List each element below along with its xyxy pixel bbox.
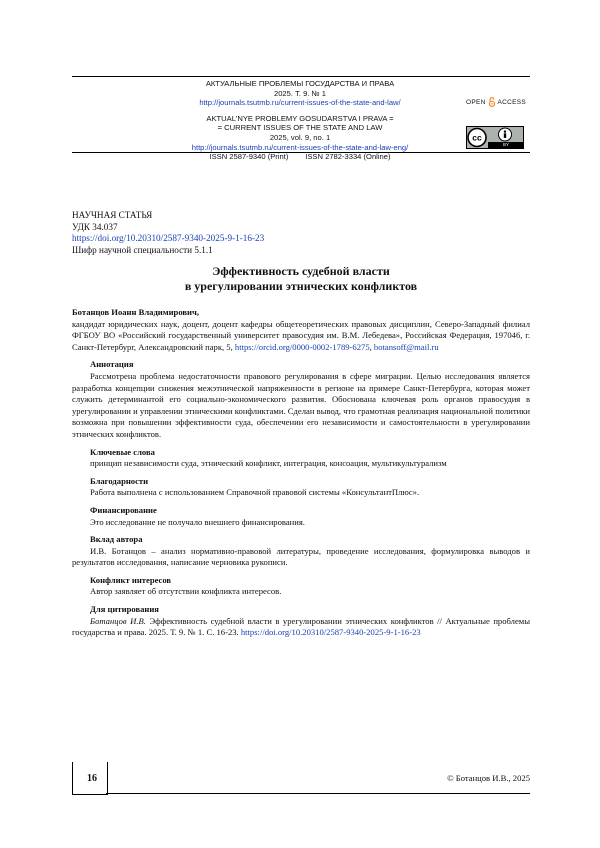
page-footer — [72, 762, 530, 794]
cite-text — [72, 616, 530, 639]
cite-body: Эффективность судебной власти в урегулировании этнических конфликтов // Актуальные проблемы государства и права. 2025. Т. 9. № 1. С. 16-23. — [72, 616, 530, 638]
thanks-heading: Благодарности — [72, 476, 530, 488]
journal-en-issue: 2025, vol. 9, no. 1 — [90, 133, 510, 143]
contrib-text: И.В. Ботанцов – анализ нормативно-правовой литературы, проведение исследования, формулировка выводов и результатов исследования, написание черновика рукописи. — [72, 546, 530, 569]
svg-text:cc: cc — [472, 133, 482, 143]
article-body — [72, 307, 530, 639]
affiliation-text: кандидат юридических наук, доцент, доцент кафедры общетеоретических правовых дисциплин, Северо-Западный филиал ФГБОУ ВО «Российский государственный университет правосудия им. В.М. Лебедева», Российская Федерация, 197046, г. Санкт-Петербург, Александровский парк, 5, — [72, 319, 530, 352]
thanks-text: Работа выполнена с использованием Справочной правовой системы «КонсультантПлюс». — [72, 487, 530, 499]
oa-open-text: OPEN — [466, 99, 486, 106]
funding-heading: Финансирование — [72, 505, 530, 517]
journal-ru-url[interactable]: http://journals.tsutmb.ru/current-issues-of-the-state-and-law/ — [90, 98, 510, 108]
header-bottom-rule — [72, 152, 530, 153]
udk: УДК 34.037 — [72, 222, 264, 234]
doi-link[interactable]: https://doi.org/10.20310/2587-9340-2025-9-1-16-23 — [72, 233, 264, 245]
contrib-heading: Вклад автора — [72, 534, 530, 546]
header-top-rule — [72, 76, 530, 77]
title-line-2: в урегулировании этнических конфликтов — [72, 279, 530, 294]
footer-rule — [106, 793, 530, 794]
page-number-box — [72, 762, 108, 795]
open-access-logo — [466, 95, 526, 125]
separator: , — [370, 342, 374, 352]
orcid-link[interactable]: https://orcid.org/0000-0002-1789-6275 — [235, 342, 370, 352]
journal-header — [90, 79, 510, 162]
funding-text: Это исследование не получало внешнего финансирования. — [72, 517, 530, 529]
article-title — [72, 264, 530, 294]
abstract-text: Рассмотрена проблема недостаточности правового регулирования в сфере миграции. Целью исследования является разработка концепции снижения межэтнической напряженности в регионе на примере Санкт-Петербурга, которая может служить детерминантой его социально-экономического развития. Обоснована ключевая роль органов правосудия в урегулировании и управлении этническими конфликтами. Сделан вывод, что грамотная реализация национальной политики возможна при повышении эффективности суда, обеспечении его независимости и самостоятельности в урегулировании этнических конфликтов. — [72, 371, 530, 441]
conflict-heading: Конфликт интересов — [72, 575, 530, 587]
journal-tr-title: AKTUAL'NYE PROBLEMY GOSUDARSTVA I PRAVA = — [90, 114, 510, 124]
article-type: НАУЧНАЯ СТАТЬЯ — [72, 210, 264, 222]
open-lock-icon — [488, 95, 496, 109]
keywords-text: принцип независимости суда, этнический конфликт, интеграция, консоация, мультикультурализм — [72, 458, 530, 470]
cc-by-badge — [466, 126, 524, 149]
title-line-1: Эффективность судебной власти — [72, 264, 530, 279]
journal-issn: ISSN 2587-9340 (Print) ISSN 2782-3334 (Online) — [90, 152, 510, 162]
author-affiliation — [72, 319, 530, 354]
email-link[interactable]: botansoff@mail.ru — [374, 342, 439, 352]
specialty-code: Шифр научной специальности 5.1.1 — [72, 245, 264, 257]
author-name: Ботанцов Иоанн Владимирович, — [72, 307, 530, 319]
journal-ru-title: АКТУАЛЬНЫЕ ПРОБЛЕМЫ ГОСУДАРСТВА И ПРАВА — [90, 79, 510, 89]
copyright: © Ботанцов И.В., 2025 — [447, 773, 530, 783]
page-number: 16 — [87, 773, 97, 784]
article-meta — [72, 210, 264, 256]
conflict-text: Автор заявляет об отсутствии конфликта интересов. — [72, 586, 530, 598]
cite-doi-link[interactable]: https://doi.org/10.20310/2587-9340-2025-9-1-16-23 — [241, 627, 421, 637]
cite-heading: Для цитирования — [72, 604, 530, 616]
oa-access-text: ACCESS — [497, 99, 526, 106]
keywords-heading: Ключевые слова — [72, 447, 530, 459]
abstract-heading: Аннотация — [72, 359, 530, 371]
journal-ru-issue: 2025. Т. 9. № 1 — [90, 89, 510, 99]
cite-author: Ботанцов И.В. — [90, 616, 146, 626]
journal-en-url[interactable]: http://journals.tsutmb.ru/current-issues-of-the-state-and-law-eng/ — [90, 143, 510, 153]
journal-en-title: = CURRENT ISSUES OF THE STATE AND LAW — [90, 123, 510, 133]
cc-by-icon — [466, 126, 524, 149]
cc-by-label: BY — [499, 142, 513, 148]
